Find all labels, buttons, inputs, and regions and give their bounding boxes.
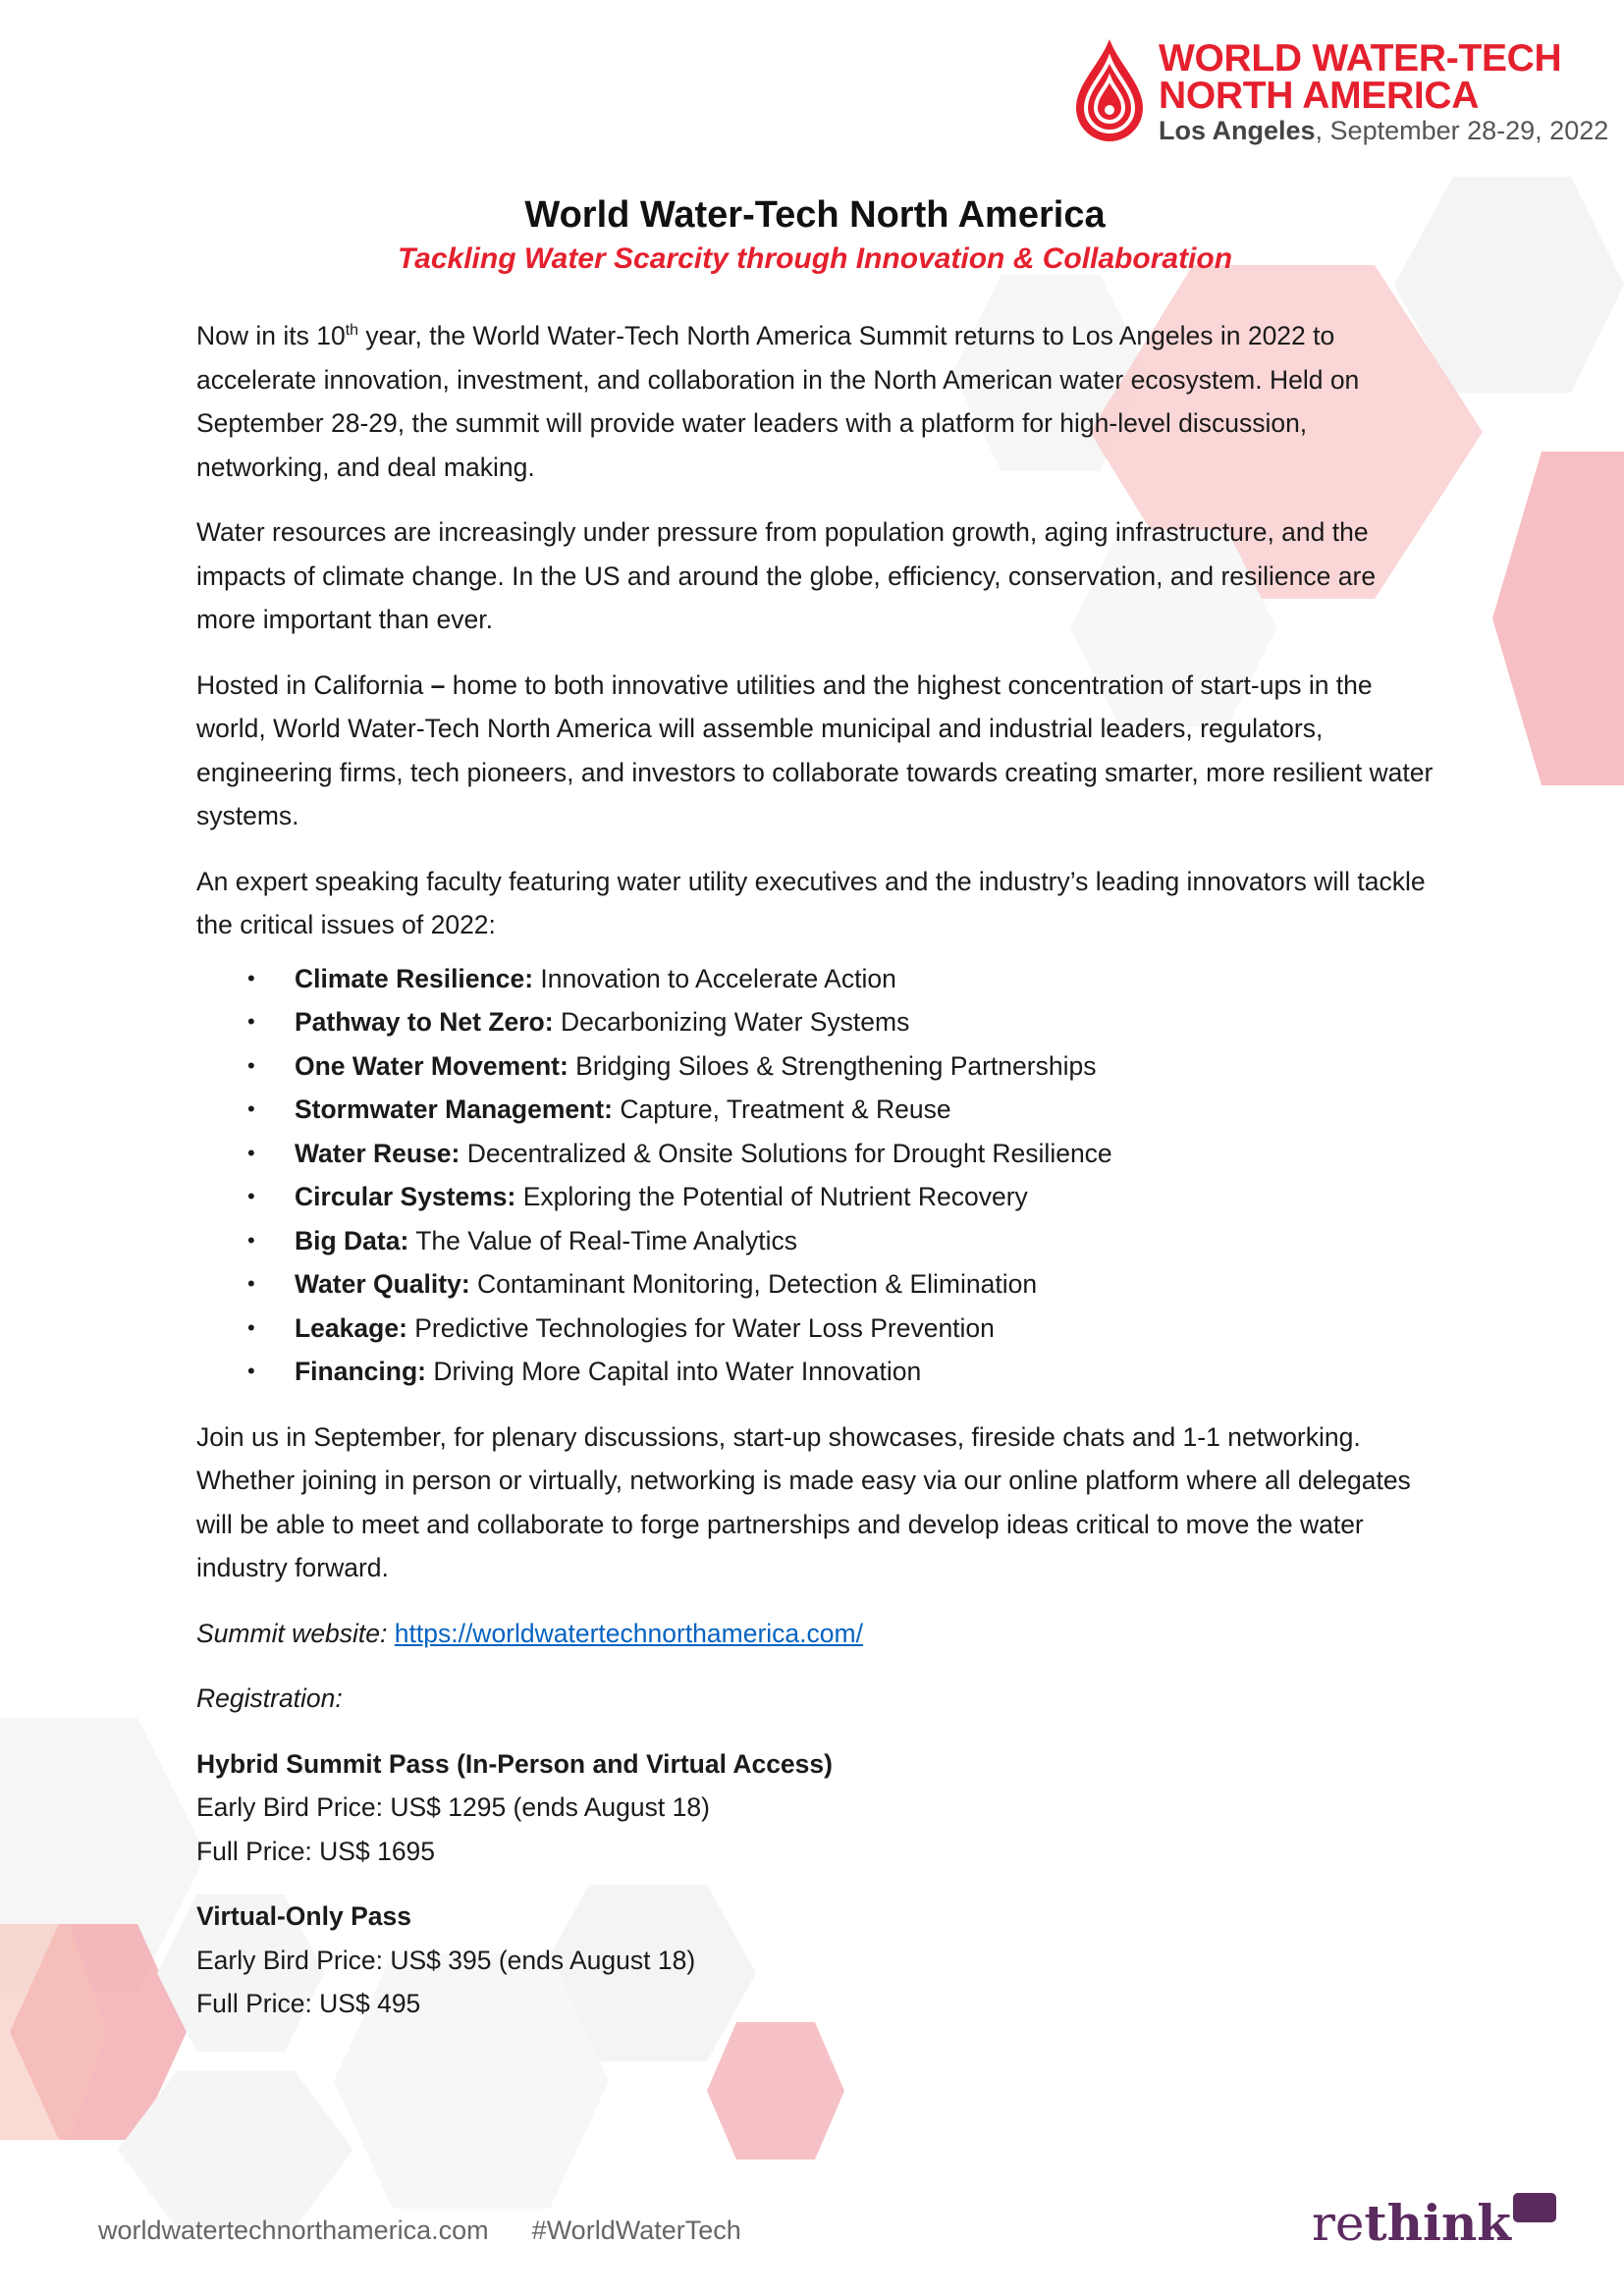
topics-list <box>196 957 1434 1394</box>
event-logo <box>1070 35 1609 153</box>
topic-text: Predictive Technologies for Water Loss Prevention <box>406 1312 995 1343</box>
topic-text: The Value of Real-Time Analytics <box>408 1225 798 1255</box>
hybrid-pass-block <box>196 1742 1434 1874</box>
topic-key: Financing: <box>295 1357 426 1386</box>
footer-hashtag: #WorldWaterTech <box>531 2216 741 2245</box>
speech-box-icon <box>1513 2193 1556 2222</box>
website-line <box>196 1612 1434 1656</box>
bullet-icon: • <box>247 1271 255 1296</box>
intro-p3-rest: home to both innovative utilities and the highest concentration of start-ups in the world, World Water-Tech North America will assemble municipal and industrial leaders, regulators, engineering firms, tech pioneers, and investors to collaborate towards creating smarter, more resilient water systems. <box>196 669 1434 830</box>
bullet-icon: • <box>247 1184 255 1208</box>
logo-location-date <box>1159 116 1608 146</box>
topic-key: Big Data: <box>295 1225 409 1255</box>
list-item <box>196 1307 1434 1351</box>
bullet-icon: • <box>247 1009 255 1034</box>
intro-p3-dash: – <box>430 669 446 700</box>
topic-text: Decarbonizing Water Systems <box>553 1007 910 1037</box>
topic-key: One Water Movement: <box>295 1050 568 1081</box>
early-bird-price: Early Bird Price: US$ 1295 (ends August 18) <box>196 1792 710 1822</box>
logo-dates: , September 28-29, 2022 <box>1315 116 1609 145</box>
list-item <box>196 957 1434 1001</box>
footer <box>98 2216 741 2246</box>
rethink-think: think <box>1364 2194 1511 2252</box>
topic-key: Pathway to Net Zero: <box>295 1007 554 1037</box>
topic-key: Water Quality: <box>295 1269 470 1299</box>
intro-p1-rest: year, the World Water-Tech North America Summit returns to Los Angeles in 2022 to accelerate innovation, investment, and collaboration in the North American water ecosystem. Held on September 28-29, the summit will provide water leaders with a platform for high-level discussion, networking, and deal making. <box>196 321 1360 482</box>
page-subtitle: Tackling Water Scarcity through Innovation & Collaboration <box>397 242 1233 275</box>
list-item <box>196 1132 1434 1176</box>
intro-paragraph-3 <box>196 664 1434 838</box>
page-title: World Water-Tech North America <box>524 194 1106 236</box>
list-item <box>196 1219 1434 1263</box>
list-item <box>196 1350 1434 1394</box>
full-price: Full Price: US$ 495 <box>196 1989 421 2018</box>
topic-key: Climate Resilience: <box>295 963 534 993</box>
bullet-icon: • <box>247 1096 255 1121</box>
list-item <box>196 1088 1434 1132</box>
topic-key: Leakage: <box>295 1312 407 1343</box>
full-price: Full Price: US$ 1695 <box>196 1836 436 1866</box>
topic-text: Driving More Capital into Water Innovation <box>425 1357 922 1386</box>
topic-text: Decentralized & Onsite Solutions for Drought Resilience <box>460 1138 1112 1168</box>
intro-paragraph-1 <box>196 314 1434 489</box>
rethink-re: re <box>1312 2195 1365 2252</box>
topic-text: Innovation to Accelerate Action <box>533 963 896 993</box>
topic-key: Circular Systems: <box>295 1182 516 1211</box>
rethink-logo <box>1312 2193 1556 2253</box>
pass-name: Virtual-Only Pass <box>196 1901 411 1931</box>
bullet-icon: • <box>247 1052 255 1078</box>
intro-paragraph-2: Water resources are increasingly under pressure from population growth, aging infrastructure, and the impacts of climate change. In the US and around the globe, efficiency, conservation, and resilience are more important than ever. <box>196 517 1377 634</box>
virtual-pass-block <box>196 1895 1434 2026</box>
topic-text: Contaminant Monitoring, Detection & Elimination <box>469 1269 1038 1299</box>
intro-p3-start: Hosted in California <box>196 669 431 700</box>
list-item <box>196 1175 1434 1219</box>
intro-paragraph-4: An expert speaking faculty featuring water utility executives and the industry’s leading innovators will tackle the critical issues of 2022: <box>196 866 1426 939</box>
hexagon-shape <box>1492 452 1624 785</box>
intro-p1-start: Now in its 10 <box>196 321 346 350</box>
water-drop-logo-icon <box>1070 35 1149 145</box>
bullet-icon: • <box>247 1359 255 1383</box>
website-label: Summit website: <box>196 1618 388 1648</box>
logo-line-2: NORTH AMERICA <box>1159 75 1480 117</box>
list-item <box>196 1000 1434 1044</box>
logo-line-1: WORLD WATER-TECH <box>1159 37 1562 80</box>
ordinal-suffix: th <box>345 322 359 340</box>
list-item <box>196 1044 1434 1089</box>
early-bird-price: Early Bird Price: US$ 395 (ends August 18) <box>196 1945 696 1975</box>
registration-label: Registration: <box>196 1683 343 1713</box>
bullet-icon: • <box>247 1314 255 1340</box>
topic-text: Capture, Treatment & Reuse <box>612 1095 951 1124</box>
pass-name: Hybrid Summit Pass (In-Person and Virtual Access) <box>196 1748 833 1779</box>
footer-site: worldwatertechnorthamerica.com <box>98 2216 489 2245</box>
website-link[interactable]: https://worldwatertechnorthamerica.com/ <box>394 1618 863 1648</box>
topic-key: Stormwater Management: <box>295 1095 613 1124</box>
topic-key: Water Reuse: <box>295 1138 460 1168</box>
topic-text: Exploring the Potential of Nutrient Recovery <box>515 1182 1028 1211</box>
logo-city: Los Angeles <box>1159 116 1316 145</box>
document-body <box>196 187 1434 2048</box>
list-item <box>196 1262 1434 1307</box>
bullet-icon: • <box>247 1227 255 1253</box>
bullet-icon: • <box>247 965 255 990</box>
bullet-icon: • <box>247 1140 255 1165</box>
closing-paragraph: Join us in September, for plenary discussions, start-up showcases, fireside chats and 1-1 networking. Whether joining in person or virtually, networking is made easy via our online platform where all delegates will be able to meet and collaborate to forge partnerships and develop ideas critical to move the water industry forward. <box>196 1421 1411 1582</box>
topic-text: Bridging Siloes & Strengthening Partnerships <box>568 1050 1097 1081</box>
